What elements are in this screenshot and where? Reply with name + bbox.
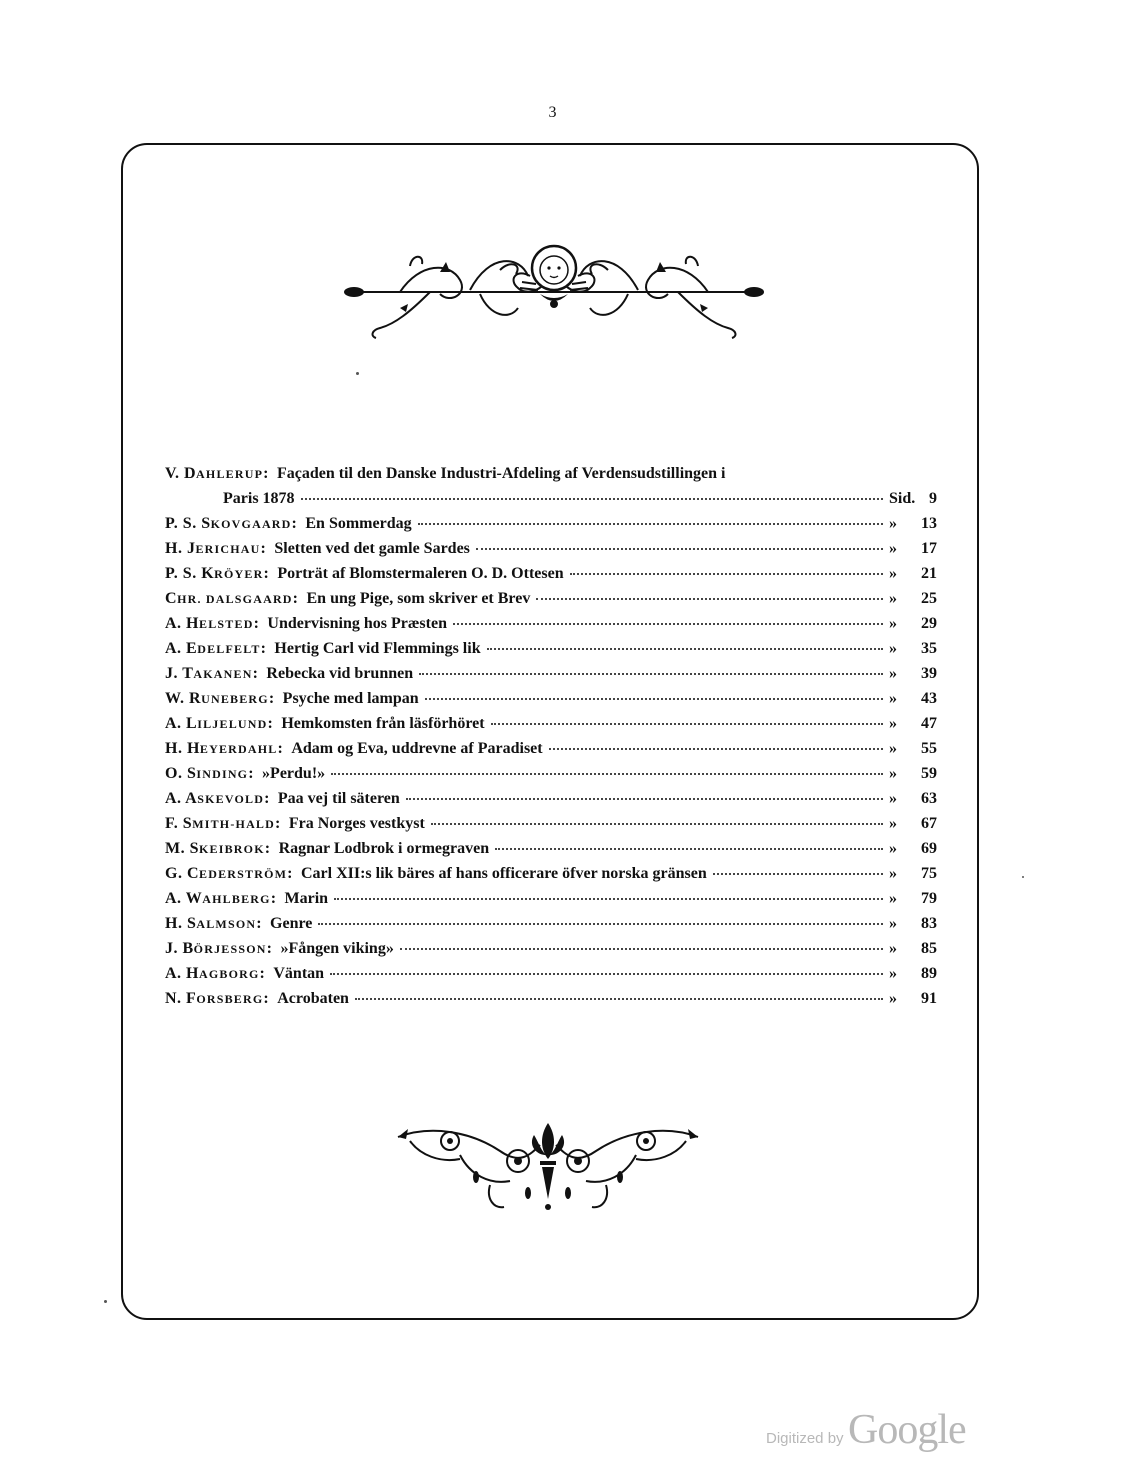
artist-initial: A. E	[165, 640, 198, 657]
page-marker: »	[889, 690, 897, 707]
page-reference: 39	[921, 665, 937, 682]
entry-title: »Perdu!»	[262, 765, 326, 782]
artist-initial: G. C	[165, 865, 199, 882]
artist-initial: N. F	[165, 990, 197, 1007]
dot-leader	[355, 998, 883, 1000]
page-marker: »	[889, 890, 897, 907]
dot-leader	[491, 723, 883, 725]
page-reference: 13	[921, 515, 937, 532]
artist-initial: A. W	[165, 890, 203, 907]
page-reference: 89	[921, 965, 937, 982]
artist-name: ELSTED	[199, 617, 254, 631]
entry-title: Acrobaten	[277, 990, 349, 1007]
toc-entry: A. HAGBORG: Väntan » 89	[165, 961, 937, 986]
page-marker: »	[889, 540, 897, 557]
dot-leader	[453, 623, 883, 625]
entry-title: Adam og Eva, uddrevne af Paradiset	[291, 740, 543, 757]
digitized-by-google-watermark	[766, 1406, 966, 1454]
page-marker: »	[889, 665, 897, 682]
toc-entry: W. RUNEBERG: Psyche med lampan » 43	[165, 686, 937, 711]
page-reference: 35	[921, 640, 937, 657]
dot-leader	[495, 848, 883, 850]
toc-entry: A. HELSTED: Undervisning hos Præsten » 29	[165, 611, 937, 636]
toc-entry: H. HEYERDAHL: Adam og Eva, uddrevne af Paradiset » 55	[165, 736, 937, 761]
artist-initial: P. S. K	[165, 565, 215, 582]
page-reference: 75	[921, 865, 937, 882]
artist-name: SKEVOLD	[197, 792, 265, 806]
toc-entry: CHR. DALSGAARD: En ung Pige, som skriver et Brev » 25	[165, 586, 937, 611]
artist-name: INDING	[196, 767, 249, 781]
page-marker: »	[889, 865, 897, 882]
artist-name: AHLBERG	[202, 892, 271, 906]
artist-name: ORSBERG	[196, 992, 264, 1006]
page-reference: 79	[921, 890, 937, 907]
entry-title-continuation: Paris 1878	[223, 490, 295, 507]
artist-name: EYERDAHL	[199, 742, 278, 756]
toc-entry: P. S. SKOVGAARD: En Sommerdag » 13	[165, 511, 937, 536]
page-reference: 47	[921, 715, 937, 732]
dot-leader	[425, 698, 883, 700]
artist-initial: P. S. S	[165, 515, 211, 532]
page-marker: Sid.	[889, 490, 916, 507]
toc-entry: F. SMITH-HALD: Fra Norges vestkyst » 67	[165, 811, 937, 836]
entry-title: Façaden til den Danske Industri-Afdeling af Verdensudstillingen i	[276, 465, 726, 482]
page-marker: »	[889, 565, 897, 582]
dot-leader	[331, 773, 883, 775]
page-marker: »	[889, 765, 897, 782]
entry-title: Genre	[270, 915, 313, 932]
page-reference: 21	[921, 565, 937, 582]
dot-leader	[418, 523, 883, 525]
artist-name: HR. DALSGAARD	[177, 592, 293, 606]
dot-leader	[570, 573, 883, 575]
page-reference: 25	[921, 590, 937, 607]
dot-leader	[487, 648, 883, 650]
toc-entry: N. FORSBERG: Acrobaten » 91	[165, 986, 937, 1011]
page-marker: »	[889, 590, 897, 607]
dot-leader	[330, 973, 883, 975]
entry-title: Rebecka vid brunnen	[266, 665, 414, 682]
toc-entry: H. JERICHAU: Sletten ved det gamle Sardes » 17	[165, 536, 937, 561]
page-marker: »	[889, 965, 897, 982]
page-reference: 85	[921, 940, 937, 957]
artist-initial: F. S	[165, 815, 193, 832]
toc-entry: H. SALMSON: Genre » 83	[165, 911, 937, 936]
artist-name: AKANEN	[193, 667, 253, 681]
page-reference: 29	[921, 615, 937, 632]
dot-leader	[419, 673, 883, 675]
toc-entry: J. TAKANEN: Rebecka vid brunnen » 39	[165, 661, 937, 686]
page-marker: »	[889, 640, 897, 657]
artist-name: KEIBROK	[199, 842, 265, 856]
artist-name: KOVGAARD	[210, 517, 292, 531]
winged-cherub-vignette-icon	[340, 232, 768, 344]
entry-title: Ragnar Lodbrok i ormegraven	[278, 840, 490, 857]
entry-title: En Sommerdag	[305, 515, 412, 532]
page-reference: 83	[921, 915, 937, 932]
artist-initial: A. H	[165, 965, 199, 982]
artist-name: ALMSON	[196, 917, 257, 931]
artist-name: AGBORG	[199, 967, 260, 981]
page-marker: »	[889, 840, 897, 857]
toc-entry: A. EDELFELT: Hertig Carl vid Flemmings lik » 35	[165, 636, 937, 661]
page-marker: »	[889, 940, 897, 957]
artist-name: RÖYER	[214, 567, 264, 581]
entry-title: Psyche med lampan	[282, 690, 419, 707]
page-marker: »	[889, 915, 897, 932]
page-reference: 63	[921, 790, 937, 807]
artist-name: ERICHAU	[195, 542, 261, 556]
page-marker: »	[889, 740, 897, 757]
entry-title: Sletten ved det gamle Sardes	[274, 540, 470, 557]
entry-title: Marin	[284, 890, 329, 907]
toc-entry: P. S. KRÖYER: Porträt af Blomstermaleren O. D. Ottesen » 21	[165, 561, 937, 586]
toc-entry: A. WAHLBERG: Marin » 79	[165, 886, 937, 911]
scan-speck	[1022, 876, 1024, 878]
entry-title: »Fången viking»	[280, 940, 394, 957]
dot-leader	[334, 898, 883, 900]
entry-title: Hertig Carl vid Flemmings lik	[274, 640, 481, 657]
toc-entry: A. LILJELUND: Hemkomsten från läsförhöret » 47	[165, 711, 937, 736]
scan-speck	[104, 1300, 107, 1303]
artist-initial: O. S	[165, 765, 197, 782]
artist-initial: J. B	[165, 940, 194, 957]
entry-title: Carl XII:s lik bäres af hans officerare öfver norska gränsen	[300, 865, 707, 882]
floral-scroll-vignette-icon	[390, 1115, 706, 1225]
page-reference: 91	[921, 990, 937, 1007]
dot-leader	[301, 498, 883, 500]
page-marker: »	[889, 615, 897, 632]
artist-initial: H. S	[165, 915, 197, 932]
page-reference: 69	[921, 840, 937, 857]
artist-name: DELFELT	[197, 642, 261, 656]
dot-leader	[431, 823, 883, 825]
entry-title: Porträt af Blomstermaleren O. D. Ottesen	[277, 565, 564, 582]
toc-entry: G. CEDERSTRÖM: Carl XII:s lik bäres af hans officerare öfver norska gränsen » 75	[165, 861, 937, 886]
toc-entry: M. SKEIBROK: Ragnar Lodbrok i ormegraven » 69	[165, 836, 937, 861]
dot-leader	[406, 798, 883, 800]
page-reference: 17	[921, 540, 937, 557]
dot-leader	[536, 598, 883, 600]
toc-entry-continuation	[165, 486, 937, 511]
artist-initial: A. L	[165, 715, 198, 732]
page-reference: 55	[921, 740, 937, 757]
dot-leader	[400, 948, 883, 950]
artist-initial: J. T	[165, 665, 194, 682]
entry-title: Undervisning hos Præsten	[267, 615, 447, 632]
artist-initial: A. H	[165, 615, 199, 632]
artist-initial: H. H	[165, 740, 200, 757]
entry-title: Hemkomsten från läsförhöret	[281, 715, 485, 732]
artist-initial: M. S	[165, 840, 199, 857]
toc-entry: O. SINDING: »Perdu!» » 59	[165, 761, 937, 786]
artist-name: ÖRJESSON	[193, 942, 267, 956]
toc-entry: A. ASKEVOLD: Paa vej til säteren » 63	[165, 786, 937, 811]
page-number: 3	[548, 104, 557, 121]
dot-leader	[549, 748, 883, 750]
page-marker: »	[889, 515, 897, 532]
toc-entry: J. BÖRJESSON: »Fången viking» » 85	[165, 936, 937, 961]
entry-title: Fra Norges vestkyst	[288, 815, 425, 832]
artist-name: EDERSTRÖM	[199, 867, 288, 881]
page-reference: 9	[929, 490, 937, 507]
entry-title: En ung Pige, som skriver et Brev	[306, 590, 531, 607]
artist-initial: H. J	[165, 540, 196, 557]
artist-initial: W. R	[165, 690, 202, 707]
artist-name: ILJELUND	[197, 717, 268, 731]
watermark-prefix: Digitized by	[766, 1430, 844, 1447]
artist-initial: A. A	[165, 790, 198, 807]
artist-name: UNEBERG	[201, 692, 269, 706]
entry-title: Väntan	[273, 965, 325, 982]
page-marker: »	[889, 815, 897, 832]
page-marker: »	[889, 715, 897, 732]
artist-initial: C	[165, 590, 178, 607]
table-of-contents	[165, 461, 937, 1011]
dot-leader	[713, 873, 883, 875]
page-reference: 59	[921, 765, 937, 782]
entry-title: Paa vej til säteren	[277, 790, 400, 807]
scan-speck	[356, 372, 359, 375]
page-marker: »	[889, 990, 897, 1007]
toc-entry-dahlerup: V. DAHLERUP: Façaden til den Danske Industri-Afdeling af Verdensudstillingen i	[165, 461, 937, 486]
google-logo: Google	[848, 1407, 966, 1453]
dot-leader	[318, 923, 883, 925]
page-marker: »	[889, 790, 897, 807]
dot-leader	[476, 548, 883, 550]
artist-name: AHLERUP	[196, 467, 264, 481]
artist-initial: V. D	[165, 465, 197, 482]
artist-name: MITH-HALD	[192, 817, 276, 831]
page-reference: 43	[921, 690, 937, 707]
page-reference: 67	[921, 815, 937, 832]
